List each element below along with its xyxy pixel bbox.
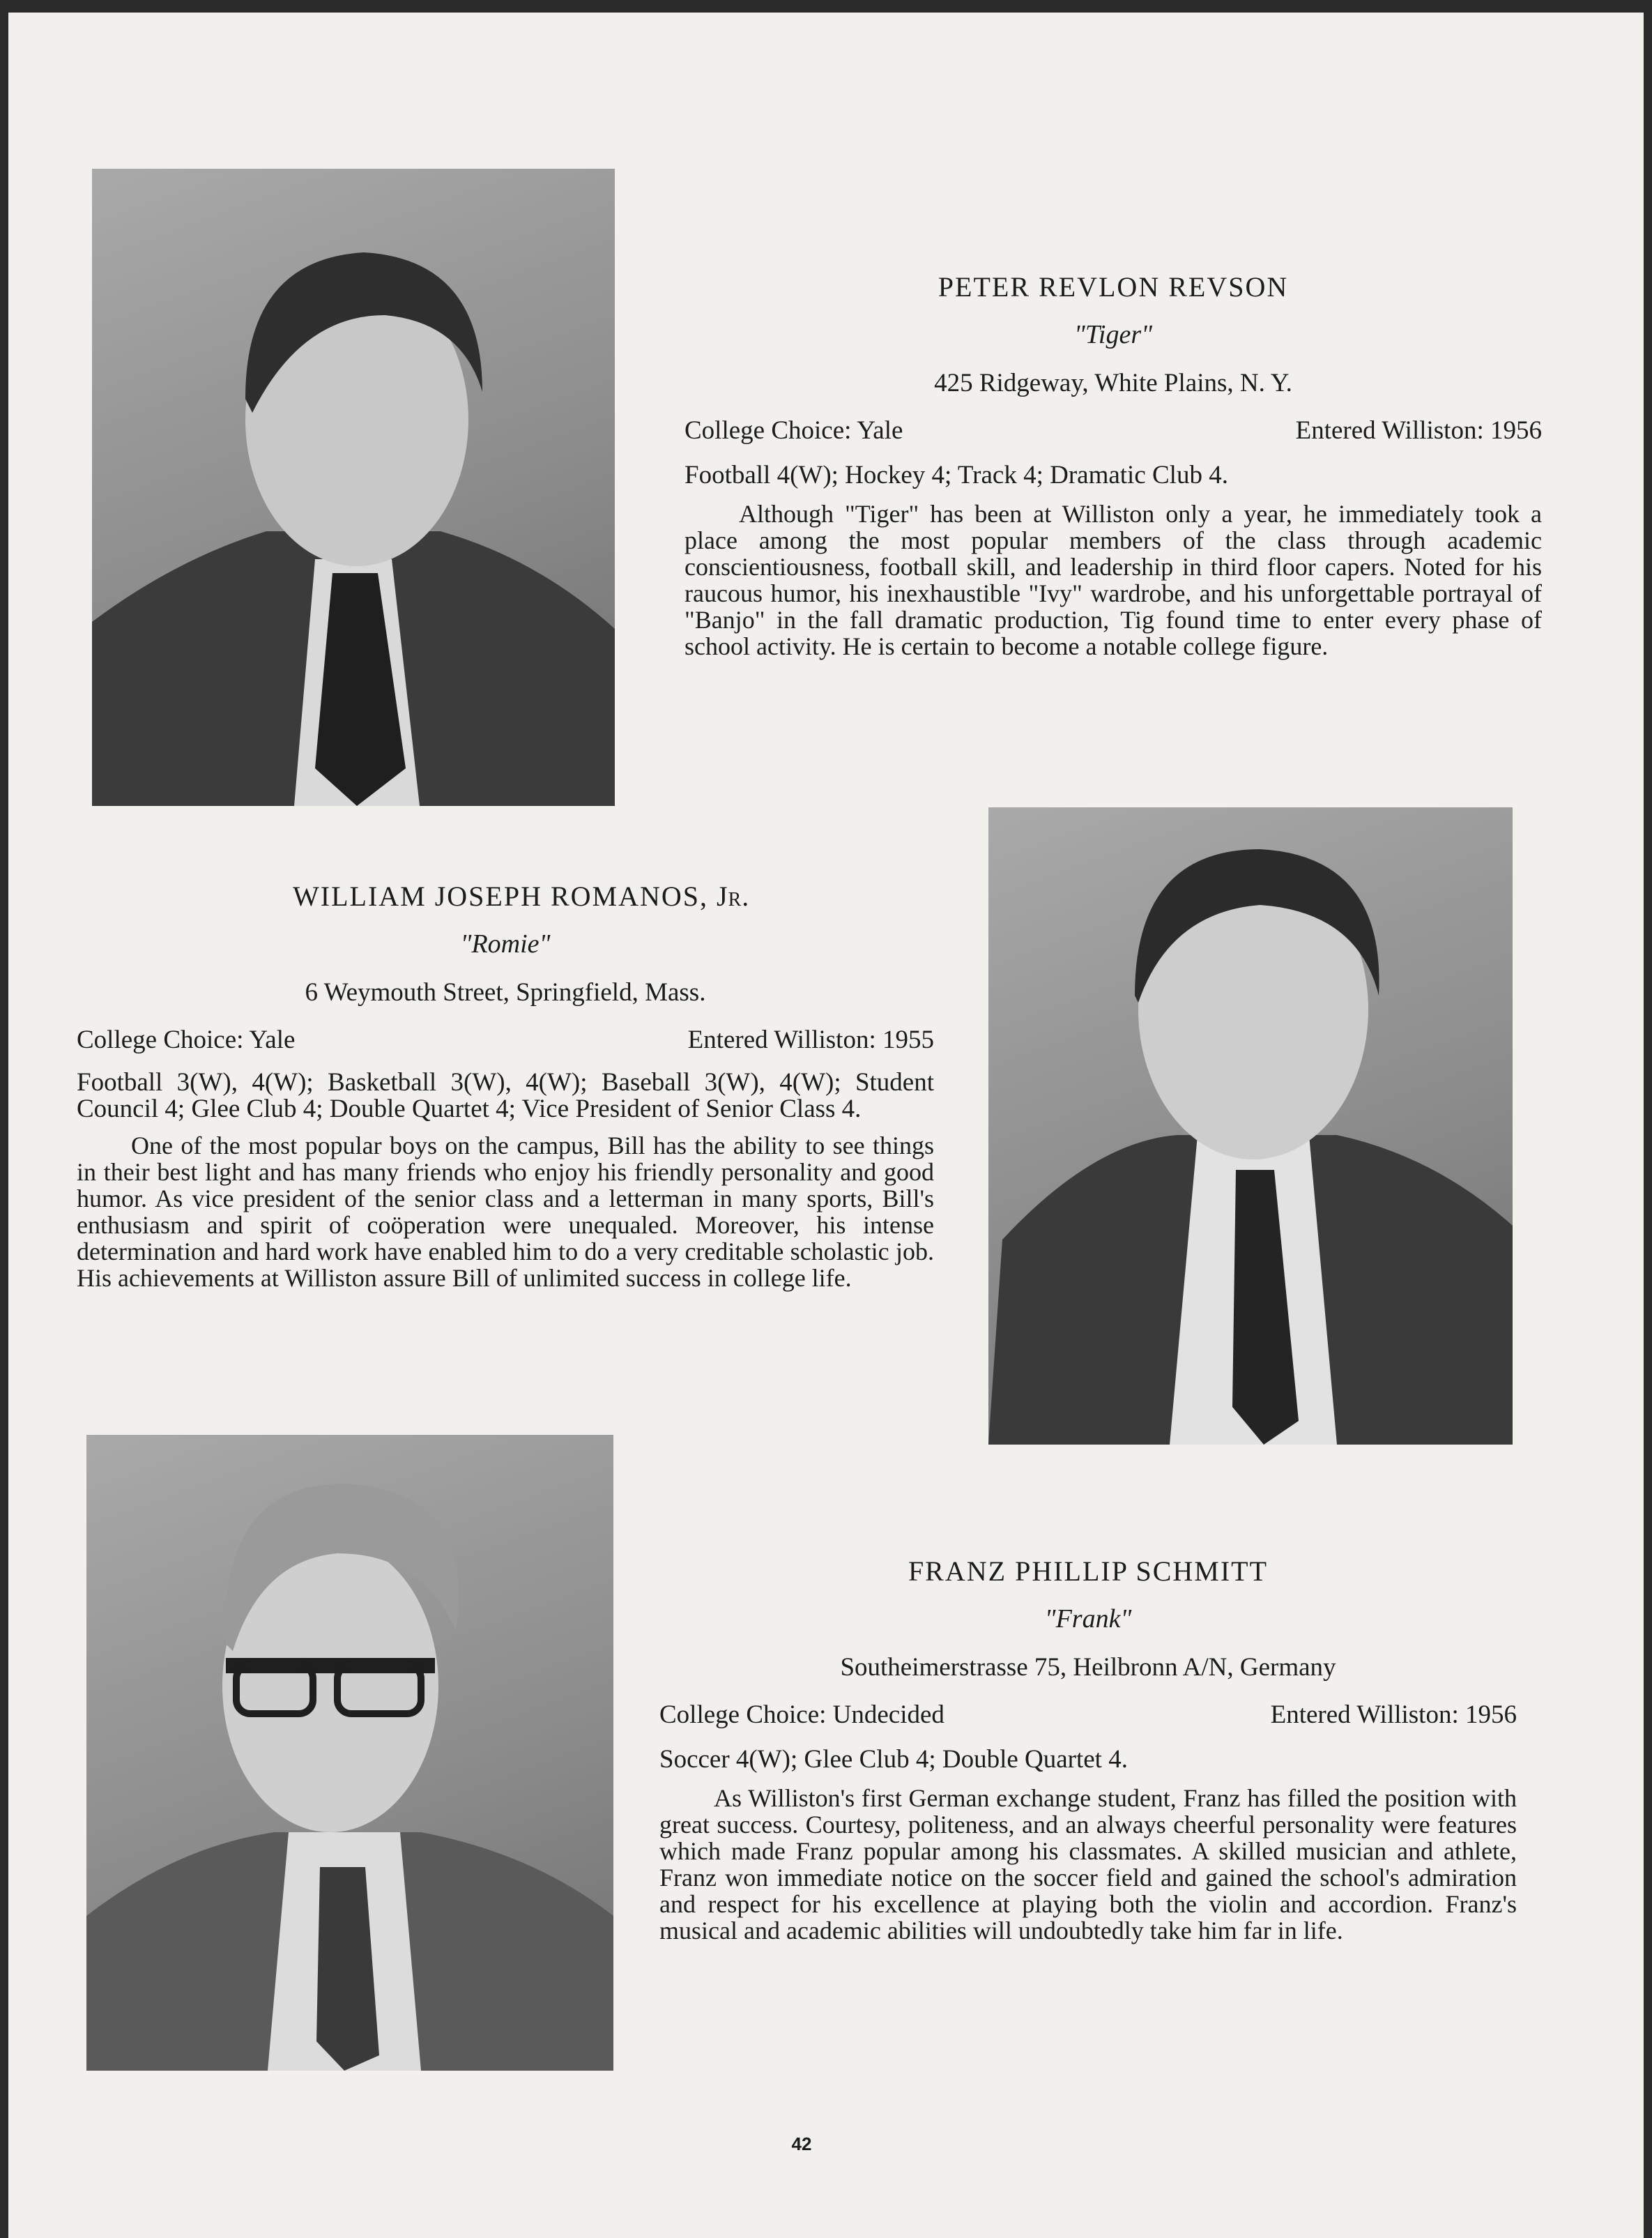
college-choice: College Choice: Yale	[684, 416, 903, 445]
college-entered-row	[684, 416, 1542, 446]
student-bio: As Williston's first German exchange student, Franz has filled the position with great success. Courtesy, politeness, and an always cheerful personality were features which made Franz popular among his classmates. A skilled musician and athlete, Franz won immediate notice on the soccer field and gained the school's admiration and respect for his excellence at playing both the violin and accordion. Franz's musical and academic abilities will undoubtedly take him far in life.	[659, 1784, 1517, 1944]
college-entered-row	[659, 1700, 1517, 1730]
college-entered-row	[77, 1025, 934, 1056]
student-nickname: "Romie"	[460, 929, 551, 959]
student-activities: Football 3(W), 4(W); Basketball 3(W), 4(W); Baseball 3(W), 4(W); Student Council 4; Glee Club 4; Double Quartet 4; Vice President of Senior Class 4.	[77, 1068, 934, 1123]
entered-williston: Entered Williston: 1955	[687, 1026, 934, 1054]
student-nickname: "Tiger"	[1073, 320, 1153, 349]
college-choice: College Choice: Undecided	[659, 1700, 944, 1729]
student-bio: One of the most popular boys on the campus, Bill has the ability to see things in their best light and has many friends who enjoy his friendly personality and good humor. As vice president of the senior class and a letterman in many sports, Bill's enthusiasm and spirit of coöperation were unequaled. Moreover, his intense determination and hard work have enabled him to do a very creditable scholastic job. His achievements at Williston assure Bill of unlimited success in college life.	[77, 1132, 934, 1292]
student-name-suffix: Jr.	[717, 881, 750, 912]
portrait-photo-romanos	[988, 807, 1513, 1445]
entered-williston: Entered Williston: 1956	[1270, 1700, 1517, 1729]
student-name: PETER REVLON REVSON	[938, 271, 1289, 303]
student-activities: Soccer 4(W); Glee Club 4; Double Quartet 4.	[659, 1745, 1128, 1774]
student-address: 425 Ridgeway, White Plains, N. Y.	[934, 369, 1292, 397]
student-name: FRANZ PHILLIP SCHMITT	[908, 1555, 1269, 1587]
student-nickname: "Frank"	[1044, 1604, 1132, 1634]
portrait-photo-revson	[92, 169, 615, 806]
college-choice: College Choice: Yale	[77, 1026, 296, 1054]
student-name-main: WILLIAM JOSEPH ROMANOS,	[293, 881, 709, 912]
student-activities: Football 4(W); Hockey 4; Track 4; Dramatic Club 4.	[684, 461, 1228, 489]
page-number: 42	[791, 2133, 812, 2154]
entry-romanos	[77, 881, 934, 1291]
student-bio: Although "Tiger" has been at Williston only a year, he immediately took a place among the most popular members of the class through academic conscientiousness, football skill, and leadership in third floor capers. Noted for his raucous humor, his inexhaustible "Ivy" wardrobe, and his unforgettable portrayal of "Banjo" in the fall dramatic production, Tig found time to enter every phase of school activity. He is certain to become a notable college figure.	[684, 500, 1542, 660]
yearbook-page	[8, 13, 1644, 2238]
student-address: 6 Weymouth Street, Springfield, Mass.	[305, 978, 706, 1007]
portrait-photo-schmitt	[86, 1435, 613, 2071]
student-address: Southeimerstrasse 75, Heilbronn A/N, Germany	[840, 1653, 1336, 1682]
entry-revson	[684, 272, 1542, 660]
student-name	[237, 881, 934, 912]
entry-schmitt	[659, 1556, 1517, 1944]
entered-williston: Entered Williston: 1956	[1295, 416, 1542, 445]
